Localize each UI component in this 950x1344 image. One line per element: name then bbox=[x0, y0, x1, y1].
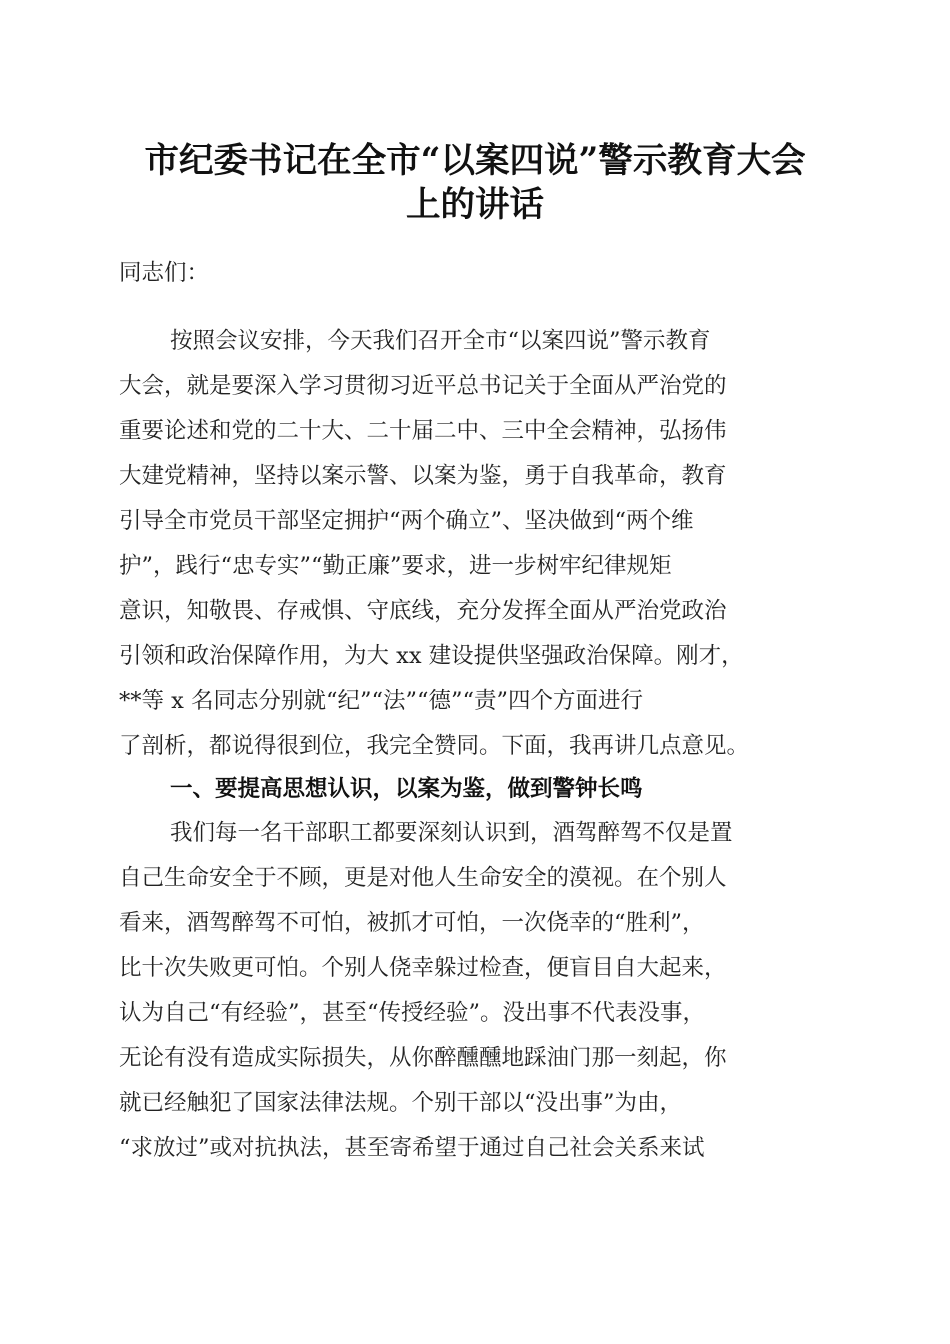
paragraph-1-line: 大建党精神，坚持以案示警、以案为鉴，勇于自我革命，教育 bbox=[119, 463, 727, 489]
paragraph-2-line: 比十次失败更可怕。个别人侥幸躲过检查，便盲目自大起来， bbox=[119, 955, 727, 981]
paragraph-1-line: 重要论述和党的二十大、二十届二中、三中全会精神，弘扬伟 bbox=[119, 418, 727, 444]
paragraph-2-line: 认为自己“有经验”，甚至“传授经验”。没出事不代表没事， bbox=[119, 1000, 706, 1026]
paragraph-2-line: 自己生命安全于不顾，更是对他人生命安全的漠视。在个别人 bbox=[119, 865, 727, 891]
paragraph-2-line: “求放过”或对抗执法，甚至寄希望于通过自己社会关系来试 bbox=[119, 1135, 705, 1161]
paragraph-1-line: 按照会议安排，今天我们召开全市“以案四说”警示教育 bbox=[170, 328, 711, 354]
paragraph-2-line: 我们每一名干部职工都要深刻认识到，酒驾醉驾不仅是置 bbox=[170, 820, 733, 846]
paragraph-2-line: 无论有没有造成实际损失，从你醉醺醺地踩油门那一刻起，你 bbox=[119, 1045, 727, 1071]
paragraph-1-line: 护”，践行“忠专实”“勤正廉”要求，进一步树牢纪律规矩 bbox=[119, 553, 672, 579]
document-title-line-1: 市纪委书记在全市“以案四说”警示教育大会 bbox=[144, 141, 806, 181]
paragraph-2-line: 看来，酒驾醉驾不可怕，被抓才可怕，一次侥幸的“胜利”， bbox=[119, 910, 705, 936]
paragraph-1-line: **等 x 名同志分别就“纪”“法”“德”“责”四个方面进行 bbox=[119, 688, 644, 714]
paragraph-1-line: 引领和政治保障作用，为大 xx 建设提供坚强政治保障。刚才， bbox=[119, 643, 744, 669]
paragraph-1-line: 大会，就是要深入学习贯彻习近平总书记关于全面从严治党的 bbox=[119, 373, 727, 399]
section-heading-1: 一、要提高思想认识，以案为鉴，做到警钟长鸣 bbox=[170, 776, 643, 802]
paragraph-1-line: 意识，知敬畏、存戒惧、守底线，充分发挥全面从严治党政治 bbox=[119, 598, 727, 624]
paragraph-1-line: 引导全市党员干部坚定拥护“两个确立”、坚决做到“两个维 bbox=[119, 508, 694, 534]
paragraph-2-line: 就已经触犯了国家法律法规。个别干部以“没出事”为由， bbox=[119, 1090, 683, 1116]
document-title-line-2: 上的讲话 bbox=[405, 185, 545, 225]
salutation: 同志们： bbox=[119, 260, 210, 286]
paragraph-1-line: 了剖析，都说得很到位，我完全赞同。下面，我再讲几点意见。 bbox=[119, 733, 750, 759]
